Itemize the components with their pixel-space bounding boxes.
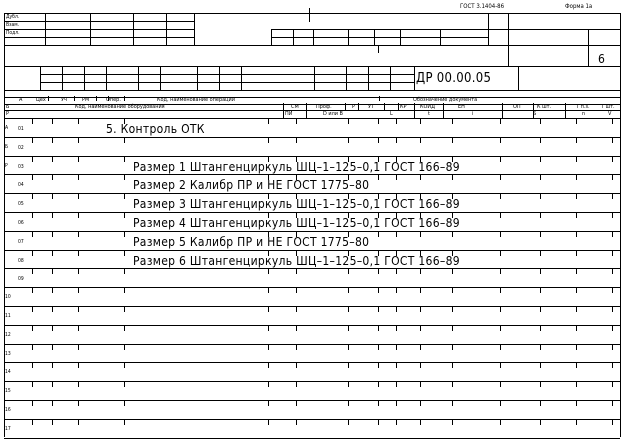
column-tick <box>52 157 53 162</box>
row-divider <box>4 325 620 326</box>
column-tick <box>612 175 613 180</box>
column-tick <box>420 288 421 293</box>
column-tick <box>348 382 349 387</box>
column-tick <box>348 119 349 124</box>
column-tick <box>78 213 79 218</box>
column-tick <box>124 175 125 180</box>
column-tick <box>420 269 421 274</box>
column-tick <box>78 382 79 387</box>
column-tick <box>378 401 379 406</box>
column-tick <box>78 345 79 350</box>
column-tick <box>268 401 269 406</box>
column-tick <box>420 175 421 180</box>
column-tick <box>52 382 53 387</box>
column-tick <box>576 307 577 312</box>
column-tick <box>576 326 577 331</box>
column-tick <box>420 345 421 350</box>
column-tick <box>378 269 379 274</box>
column-tick <box>348 307 349 312</box>
column-tick <box>396 401 397 406</box>
column-tick <box>78 119 79 124</box>
column-tick <box>540 175 541 180</box>
document-code: ДР 00.00.05 <box>416 71 492 86</box>
hdr-a: А <box>19 97 23 103</box>
column-tick <box>540 345 541 350</box>
row-text: 5. Контроль ОТК <box>106 122 205 136</box>
column-tick <box>452 420 453 425</box>
row-text: Размер 2 Калибр ПР и НЕ ГОСТ 1775–80 <box>133 178 370 192</box>
column-tick <box>78 138 79 143</box>
row-divider <box>4 400 620 401</box>
column-tick <box>452 232 453 237</box>
column-tick <box>396 175 397 180</box>
column-tick <box>540 401 541 406</box>
column-tick <box>32 232 33 237</box>
column-tick <box>378 363 379 368</box>
column-tick <box>124 363 125 368</box>
column-tick <box>576 382 577 387</box>
column-tick <box>612 326 613 331</box>
row-sub-number: 09 <box>18 276 24 282</box>
stub-vzam: Взам. <box>6 22 20 28</box>
hdr-n: n <box>582 111 586 117</box>
column-tick <box>348 326 349 331</box>
column-tick <box>378 232 379 237</box>
column-tick <box>612 213 613 218</box>
column-tick <box>124 288 125 293</box>
column-tick <box>268 138 269 143</box>
column-tick <box>500 119 501 124</box>
column-tick <box>500 288 501 293</box>
row-sub-number: 01 <box>18 126 24 132</box>
column-tick <box>268 420 269 425</box>
column-tick <box>52 401 53 406</box>
column-tick <box>296 363 297 368</box>
column-tick <box>576 213 577 218</box>
column-tick <box>268 326 269 331</box>
column-tick <box>612 288 613 293</box>
column-tick <box>396 326 397 331</box>
column-tick <box>296 401 297 406</box>
row-text: Размер 3 Штангенциркуль ШЦ–1–125–0,1 ГОСТ 166–89 <box>133 197 460 211</box>
column-tick <box>576 157 577 162</box>
row-sub-number: 03 <box>18 164 24 170</box>
hdr-d-or-b: D или В <box>323 111 343 117</box>
hdr-kr: КР <box>400 104 407 110</box>
row-text: Размер 1 Штангенциркуль ШЦ–1–125–0,1 ГОСТ 166–89 <box>133 160 460 174</box>
column-tick <box>540 213 541 218</box>
column-tick <box>348 288 349 293</box>
row-number: Р <box>5 163 8 169</box>
column-tick <box>78 251 79 256</box>
column-tick <box>396 138 397 143</box>
hdr-t-pz: Т п.з. <box>576 104 590 110</box>
hdr-document: Обозначение документа <box>413 97 478 103</box>
column-tick <box>396 288 397 293</box>
row-text: Размер 4 Штангенциркуль ШЦ–1–125–0,1 ГОСТ 166–89 <box>133 216 460 230</box>
column-tick <box>500 326 501 331</box>
column-tick <box>124 382 125 387</box>
column-tick <box>540 138 541 143</box>
column-tick <box>124 401 125 406</box>
column-tick <box>78 269 79 274</box>
column-tick <box>500 251 501 256</box>
column-tick <box>32 194 33 199</box>
column-tick <box>32 401 33 406</box>
column-tick <box>124 138 125 143</box>
hdr-tseh: Цех <box>36 97 46 103</box>
column-tick <box>540 288 541 293</box>
column-tick <box>32 157 33 162</box>
column-tick <box>32 138 33 143</box>
column-tick <box>378 382 379 387</box>
row-divider <box>4 156 620 157</box>
row-divider <box>4 381 620 382</box>
column-tick <box>296 288 297 293</box>
row-divider <box>4 193 620 194</box>
hdr-ut: УТ <box>368 104 375 110</box>
column-tick <box>378 345 379 350</box>
row-number: 16 <box>5 407 11 413</box>
column-tick <box>500 401 501 406</box>
column-tick <box>612 232 613 237</box>
column-tick <box>124 232 125 237</box>
column-tick <box>396 232 397 237</box>
hdr-en: ЕН <box>458 104 465 110</box>
hdr-t-sht: Т шт. <box>601 104 615 110</box>
column-tick <box>348 345 349 350</box>
column-tick <box>78 307 79 312</box>
column-tick <box>452 307 453 312</box>
column-tick <box>52 326 53 331</box>
column-tick <box>78 157 79 162</box>
column-tick <box>452 175 453 180</box>
column-tick <box>576 345 577 350</box>
column-tick <box>268 269 269 274</box>
row-sub-number: 08 <box>18 258 24 264</box>
column-tick <box>124 157 125 162</box>
column-tick <box>500 194 501 199</box>
column-tick <box>378 307 379 312</box>
row-sub-number: 05 <box>18 201 24 207</box>
column-tick <box>500 138 501 143</box>
column-tick <box>124 213 125 218</box>
column-tick <box>378 288 379 293</box>
column-tick <box>612 307 613 312</box>
column-tick <box>452 401 453 406</box>
row-number: 13 <box>5 351 11 357</box>
column-tick <box>612 420 613 425</box>
column-tick <box>540 420 541 425</box>
row-number: 17 <box>5 426 11 432</box>
column-tick <box>500 382 501 387</box>
column-tick <box>32 251 33 256</box>
column-tick <box>378 326 379 331</box>
column-tick <box>32 288 33 293</box>
column-tick <box>612 251 613 256</box>
column-tick <box>452 138 453 143</box>
column-tick <box>540 326 541 331</box>
column-tick <box>78 194 79 199</box>
hdr-equipment: Код, наименование оборудования <box>75 104 165 110</box>
column-tick <box>540 307 541 312</box>
column-tick <box>500 157 501 162</box>
column-tick <box>78 326 79 331</box>
row-number: Б <box>5 144 9 150</box>
column-tick <box>500 363 501 368</box>
column-tick <box>576 175 577 180</box>
hdr-l: L <box>390 111 393 117</box>
column-tick <box>500 232 501 237</box>
column-tick <box>612 401 613 406</box>
column-tick <box>296 307 297 312</box>
column-tick <box>78 420 79 425</box>
hdr-r: Р <box>352 104 355 110</box>
row-sub-number: 06 <box>18 220 24 226</box>
column-tick <box>78 175 79 180</box>
column-tick <box>378 119 379 124</box>
column-tick <box>396 420 397 425</box>
column-tick <box>612 194 613 199</box>
column-tick <box>52 213 53 218</box>
column-tick <box>576 401 577 406</box>
column-tick <box>32 213 33 218</box>
column-tick <box>124 194 125 199</box>
column-tick <box>78 401 79 406</box>
row-divider <box>4 250 620 251</box>
column-tick <box>396 307 397 312</box>
column-tick <box>124 345 125 350</box>
row-text: Размер 6 Штангенциркуль ШЦ–1–125–0,1 ГОСТ 166–89 <box>133 254 460 268</box>
column-tick <box>540 382 541 387</box>
column-tick <box>52 345 53 350</box>
form-label: Форма 1а <box>565 3 593 10</box>
column-tick <box>576 363 577 368</box>
column-tick <box>32 326 33 331</box>
column-tick <box>452 345 453 350</box>
column-tick <box>500 175 501 180</box>
column-tick <box>612 157 613 162</box>
column-tick <box>296 420 297 425</box>
row-text: Размер 5 Калибр ПР и НЕ ГОСТ 1775–80 <box>133 235 370 249</box>
column-tick <box>268 345 269 350</box>
column-tick <box>420 307 421 312</box>
hdr-koid: КОИД <box>420 104 435 110</box>
column-tick <box>348 363 349 368</box>
column-tick <box>612 345 613 350</box>
column-tick <box>348 420 349 425</box>
hdr-uch: Уч <box>61 97 67 103</box>
row-sub-number: 07 <box>18 239 24 245</box>
hdr-rm: РМ <box>82 97 90 103</box>
column-tick <box>378 175 379 180</box>
column-tick <box>296 138 297 143</box>
hdr-r3: Р <box>6 111 9 117</box>
row-divider <box>4 268 620 269</box>
column-tick <box>420 119 421 124</box>
column-tick <box>78 363 79 368</box>
column-tick <box>500 307 501 312</box>
row-number: 14 <box>5 369 11 375</box>
column-tick <box>52 175 53 180</box>
column-tick <box>32 175 33 180</box>
row-number: 11 <box>5 313 11 319</box>
hdr-prof: Проф. <box>316 104 332 110</box>
row-divider <box>4 362 620 363</box>
column-tick <box>540 269 541 274</box>
row-divider <box>4 287 620 288</box>
column-tick <box>576 288 577 293</box>
column-tick <box>32 119 33 124</box>
column-tick <box>500 213 501 218</box>
column-tick <box>52 232 53 237</box>
column-tick <box>296 119 297 124</box>
row-divider <box>4 174 620 175</box>
column-tick <box>52 363 53 368</box>
column-tick <box>124 420 125 425</box>
column-tick <box>452 288 453 293</box>
column-tick <box>540 194 541 199</box>
column-tick <box>296 345 297 350</box>
column-tick <box>396 269 397 274</box>
column-tick <box>420 363 421 368</box>
hdr-sm: СМ <box>291 104 299 110</box>
column-tick <box>52 288 53 293</box>
column-tick <box>576 194 577 199</box>
column-tick <box>32 420 33 425</box>
hdr-t: t <box>428 111 430 117</box>
column-tick <box>268 288 269 293</box>
column-tick <box>452 382 453 387</box>
column-tick <box>540 251 541 256</box>
hdr-pi: ПИ <box>285 111 293 117</box>
column-tick <box>32 382 33 387</box>
column-tick <box>52 194 53 199</box>
column-tick <box>124 307 125 312</box>
row-number: 15 <box>5 388 11 394</box>
hdr-v: V <box>608 111 612 117</box>
column-tick <box>348 269 349 274</box>
column-tick <box>296 382 297 387</box>
row-divider <box>4 306 620 307</box>
hdr-s: S <box>533 111 537 117</box>
column-tick <box>124 251 125 256</box>
column-tick <box>32 307 33 312</box>
row-divider <box>4 137 620 138</box>
column-tick <box>396 382 397 387</box>
column-tick <box>78 232 79 237</box>
row-number: 12 <box>5 332 11 338</box>
sheet-number: 6 <box>598 52 605 66</box>
column-tick <box>32 345 33 350</box>
column-tick <box>268 363 269 368</box>
row-divider <box>4 419 620 420</box>
column-tick <box>500 345 501 350</box>
column-tick <box>452 269 453 274</box>
column-tick <box>540 157 541 162</box>
column-tick <box>420 138 421 143</box>
hdr-op: ОП <box>513 104 521 110</box>
column-tick <box>576 119 577 124</box>
column-tick <box>500 269 501 274</box>
column-tick <box>378 138 379 143</box>
row-divider <box>4 231 620 232</box>
row-number: 10 <box>5 294 11 300</box>
column-tick <box>612 119 613 124</box>
column-tick <box>396 363 397 368</box>
column-tick <box>52 251 53 256</box>
row-divider <box>4 344 620 345</box>
hdr-oper: Опер. <box>106 97 121 103</box>
column-tick <box>396 119 397 124</box>
column-tick <box>612 363 613 368</box>
column-tick <box>540 119 541 124</box>
row-divider <box>4 212 620 213</box>
column-tick <box>32 269 33 274</box>
hdr-k-sht: К шт. <box>537 104 552 110</box>
column-tick <box>268 382 269 387</box>
column-tick <box>612 382 613 387</box>
column-tick <box>348 138 349 143</box>
column-tick <box>452 363 453 368</box>
column-tick <box>52 420 53 425</box>
column-tick <box>452 326 453 331</box>
column-tick <box>420 401 421 406</box>
column-tick <box>396 345 397 350</box>
row-sub-number: 02 <box>18 145 24 151</box>
column-tick <box>52 138 53 143</box>
column-tick <box>612 269 613 274</box>
column-tick <box>52 307 53 312</box>
column-tick <box>612 138 613 143</box>
column-tick <box>420 382 421 387</box>
stub-podl: Подл. <box>6 30 20 36</box>
column-tick <box>576 138 577 143</box>
column-tick <box>540 363 541 368</box>
row-sub-number: 04 <box>18 182 24 188</box>
column-tick <box>378 420 379 425</box>
column-tick <box>32 363 33 368</box>
column-tick <box>78 288 79 293</box>
hdr-i: i <box>472 111 474 117</box>
column-tick <box>540 232 541 237</box>
column-tick <box>576 420 577 425</box>
column-tick <box>296 326 297 331</box>
row-number: А <box>5 125 9 131</box>
standard-label: ГОСТ 3.1404-86 <box>460 3 505 10</box>
column-tick <box>452 119 453 124</box>
column-tick <box>576 232 577 237</box>
column-tick <box>576 269 577 274</box>
column-tick <box>52 119 53 124</box>
stub-dubl: Дубл. <box>6 14 20 20</box>
column-tick <box>420 420 421 425</box>
column-tick <box>420 326 421 331</box>
hdr-b: Б <box>6 104 10 110</box>
column-tick <box>576 251 577 256</box>
column-tick <box>52 269 53 274</box>
column-tick <box>268 307 269 312</box>
column-tick <box>500 420 501 425</box>
column-tick <box>268 119 269 124</box>
column-tick <box>420 232 421 237</box>
column-tick <box>124 269 125 274</box>
column-tick <box>348 401 349 406</box>
hdr-operation: Код, наименование операции <box>157 97 235 103</box>
column-tick <box>296 269 297 274</box>
column-tick <box>124 326 125 331</box>
